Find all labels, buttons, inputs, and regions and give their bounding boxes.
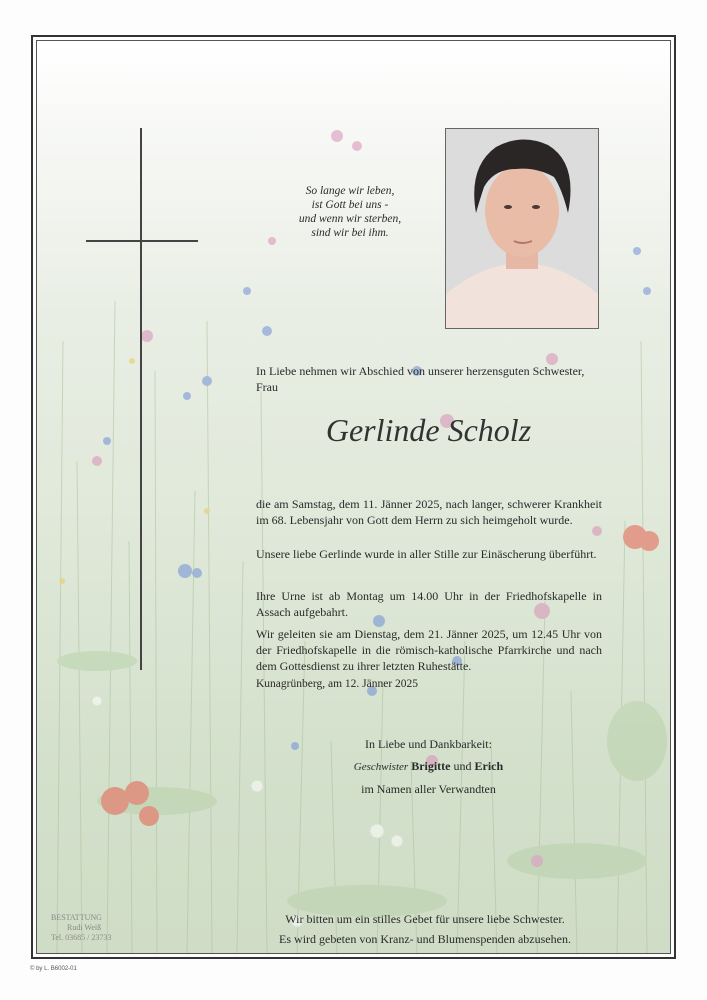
relatives-line: im Namen aller Verwandten <box>361 782 496 796</box>
cross-horizontal-bar <box>86 240 198 242</box>
verse-line: sind wir bei ihm. <box>311 227 389 239</box>
urn-viewing-note: Ihre Urne ist ab Montag um 14.00 Uhr in der Friedhofskapelle in Assach aufgebahrt. <box>256 589 602 619</box>
intro-text <box>256 363 601 395</box>
mourners-line <box>256 755 601 778</box>
funeral-home-stamp <box>51 913 111 943</box>
mourner-name: Erich <box>474 759 504 773</box>
prayer-request: Wir bitten um ein stilles Gebet für unsere liebe Schwester. <box>285 912 565 926</box>
funeral-procession-note: Wir geleiten sie am Dienstag, dem 21. Jänner 2025, um 12.45 Uhr von der Friedhofskapelle in die römisch-katholische Pfarrkirche und nach dem Gottesdienst zu ihrer letzten Ruhestätte. <box>256 627 602 673</box>
portrait-photo <box>445 128 599 329</box>
place-date: Kunagrünberg, am 12. Jänner 2025 <box>256 678 419 690</box>
mourner-name: Brigitte <box>411 759 451 773</box>
intro-line: In Liebe nehmen wir Abschied von unserer herzensguten Schwester, <box>256 364 585 378</box>
portrait-illustration <box>446 129 598 328</box>
closing-block <box>256 733 601 800</box>
verse-line: So lange wir leben, <box>305 185 395 197</box>
intro-salutation: Frau <box>256 380 278 394</box>
closing-line: In Liebe und Dankbarkeit: <box>365 737 492 751</box>
conjunction: und <box>453 759 472 773</box>
deceased-name: Gerlinde Scholz <box>325 412 532 448</box>
print-code: © by L. B6002-01 <box>30 966 77 972</box>
siblings-label: Geschwister <box>353 761 409 773</box>
verse-line: ist Gott bei uns - <box>311 199 389 211</box>
cremation-note: Unsere liebe Gerlinde wurde in aller Stille zur Einäscherung überführt. <box>256 547 597 561</box>
death-announcement: die am Samstag, dem 11. Jänner 2025, nach langer, schwerer Krankheit im 68. Lebensjahr von Gott dem Herrn zu sich heimgeholt wurde. <box>256 497 602 527</box>
verse-line: und wenn wir sterben, <box>298 213 402 225</box>
cross-vertical-bar <box>140 128 142 670</box>
funeral-home-title: BESTATTUNG <box>51 913 102 922</box>
memorial-verse <box>250 184 450 240</box>
bottom-requests <box>200 909 650 949</box>
funeral-home-phone: Tel. 03685 / 23733 <box>51 933 112 942</box>
donation-request: Es wird gebeten von Kranz- und Blumenspenden abzusehen. <box>279 932 571 946</box>
funeral-home-owner: Rudi Weiß <box>67 923 102 932</box>
